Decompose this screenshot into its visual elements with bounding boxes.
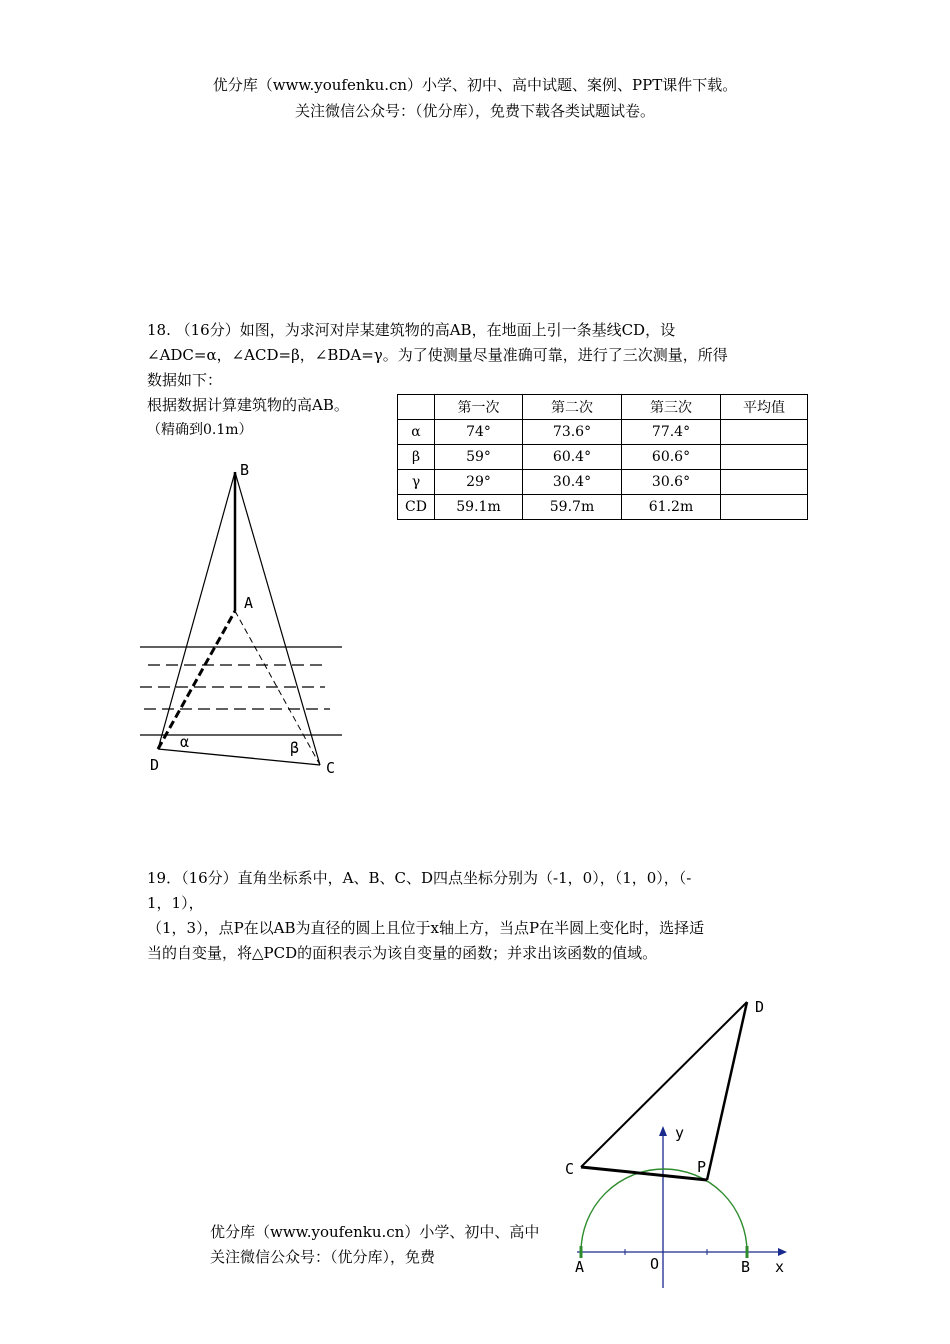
label-C: C — [326, 759, 336, 777]
line-BC — [235, 472, 320, 765]
line-DP — [707, 1002, 747, 1180]
table-row — [398, 470, 808, 495]
table-cell: 61.2m — [622, 495, 721, 520]
line-CP — [581, 1167, 707, 1180]
measurement-table — [397, 394, 808, 520]
q18-line-2: ∠ADC=α，∠ACD=β，∠BDA=γ。为了使测量尽量准确可靠，进行了三次测量，所得 — [147, 346, 728, 364]
table-cell: CD — [398, 495, 435, 520]
table-header-cell: 平均值 — [721, 395, 808, 420]
label-x: x — [775, 1258, 785, 1276]
footer-line-1: 优分库（www.youfenku.cn）小学、初中、高中 — [210, 1223, 540, 1241]
x-axis-arrow — [778, 1248, 787, 1256]
table-row — [398, 495, 808, 520]
table-cell: γ — [398, 470, 435, 495]
q18-side-1: 根据数据计算建筑物的高AB。 — [147, 396, 349, 414]
label-y: y — [675, 1124, 685, 1142]
label-B: B — [240, 461, 250, 479]
table-cell: 60.4° — [523, 445, 622, 470]
table-header-row — [398, 395, 808, 420]
table-cell: 59° — [435, 445, 523, 470]
label-D: D — [755, 998, 765, 1016]
header-line-2: 关注微信公众号：（优分库），免费下载各类试题试卷。 — [294, 102, 655, 120]
line-CD — [581, 1002, 747, 1167]
table-cell — [721, 495, 808, 520]
q18-line-1: 18. （16分）如图，为求河对岸某建筑物的高AB，在地面上引一条基线CD，设 — [147, 321, 676, 339]
y-axis-arrow — [659, 1126, 667, 1136]
table-cell: β — [398, 445, 435, 470]
header-line-1: 优分库（www.youfenku.cn）小学、初中、高中试题、案例、PPT课件下载。 — [212, 76, 738, 94]
label-P: P — [697, 1158, 707, 1176]
q19-line-3: （1，3），点P在以AB为直径的圆上且位于x轴上方，当点P在半圆上变化时，选择适 — [147, 919, 705, 937]
label-C: C — [565, 1160, 575, 1178]
table-cell: 59.1m — [435, 495, 523, 520]
table-cell: α — [398, 420, 435, 445]
table-cell: 30.4° — [523, 470, 622, 495]
table-header-cell: 第二次 — [523, 395, 622, 420]
table-cell — [721, 445, 808, 470]
label-B: B — [741, 1258, 751, 1276]
label-D: D — [150, 756, 160, 774]
q19-figure — [535, 990, 795, 1290]
label-A: A — [575, 1258, 585, 1276]
q19-line-1: 19．（16分）直角坐标系中，A、B、C、D四点坐标分别为（-1，0），（1，0），（- — [147, 869, 692, 887]
table-cell: 74° — [435, 420, 523, 445]
q18-line-3: 数据如下： — [147, 371, 223, 389]
table-row — [398, 420, 808, 445]
table-header-cell — [398, 395, 435, 420]
q18-figure — [130, 455, 360, 785]
q19-line-4: 当的自变量，将△PCD的面积表示为该自变量的函数；并求出该函数的值域。 — [147, 944, 658, 962]
footer-line-2: 关注微信公众号：（优分库），免费 — [210, 1248, 436, 1266]
table-header-cell: 第三次 — [622, 395, 721, 420]
table-cell: 73.6° — [523, 420, 622, 445]
table-row — [398, 445, 808, 470]
table-cell: 77.4° — [622, 420, 721, 445]
label-O: O — [650, 1255, 660, 1273]
q18-side-2: （精确到0.1m） — [147, 422, 253, 438]
table-cell: 59.7m — [523, 495, 622, 520]
table-cell — [721, 420, 808, 445]
label-A: A — [244, 594, 254, 612]
table-header-cell: 第一次 — [435, 395, 523, 420]
label-alpha: α — [180, 733, 190, 751]
table-cell: 30.6° — [622, 470, 721, 495]
table-cell — [721, 470, 808, 495]
line-AC — [235, 611, 320, 765]
semicircle — [581, 1169, 747, 1252]
line-DA — [158, 611, 235, 749]
table-cell: 60.6° — [622, 445, 721, 470]
table-cell: 29° — [435, 470, 523, 495]
q19-line-2: 1，1）， — [147, 894, 204, 912]
line-DB — [158, 472, 235, 749]
label-beta: β — [290, 739, 300, 757]
